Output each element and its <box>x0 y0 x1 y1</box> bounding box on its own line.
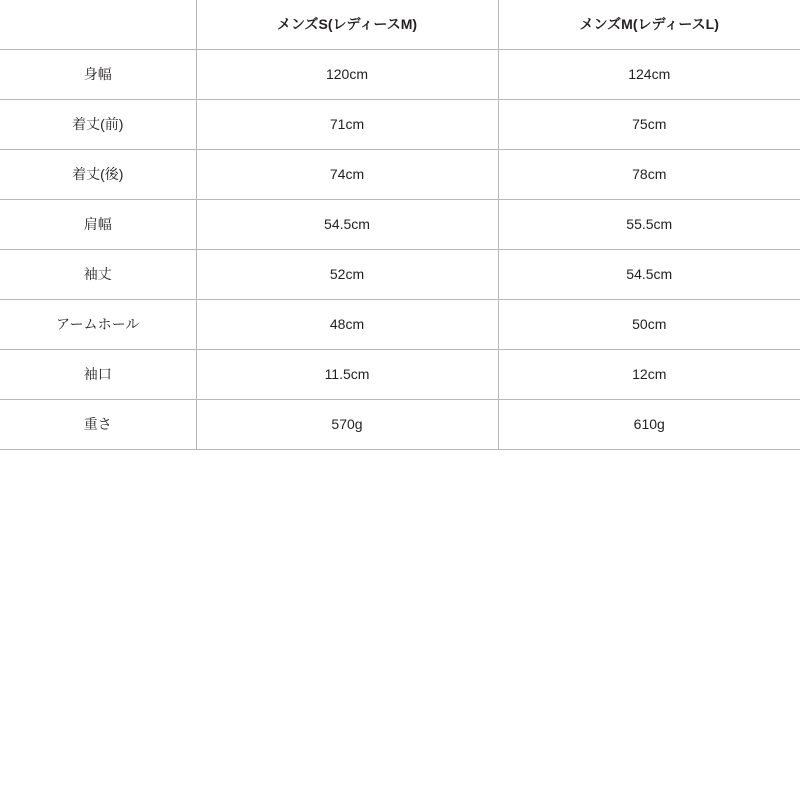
cell-weight-size-1: 570g <box>196 400 498 450</box>
cell-length-front-size-2: 75cm <box>498 100 800 150</box>
cell-length-back-size-2: 78cm <box>498 150 800 200</box>
row-label-body-width: 身幅 <box>0 50 196 100</box>
cell-armhole-size-1: 48cm <box>196 300 498 350</box>
table-row <box>0 400 800 450</box>
table-row <box>0 350 800 400</box>
row-label-length-back: 着丈(後) <box>0 150 196 200</box>
header-cell-size-1: メンズS(レディースM) <box>196 0 498 50</box>
cell-weight-size-2: 610g <box>498 400 800 450</box>
cell-sleeve-length-size-1: 52cm <box>196 250 498 300</box>
row-label-cuff: 袖口 <box>0 350 196 400</box>
table-row <box>0 250 800 300</box>
cell-body-width-size-2: 124cm <box>498 50 800 100</box>
table-row <box>0 100 800 150</box>
header-row <box>0 0 800 50</box>
cell-cuff-size-1: 11.5cm <box>196 350 498 400</box>
cell-sleeve-length-size-2: 54.5cm <box>498 250 800 300</box>
cell-shoulder-width-size-2: 55.5cm <box>498 200 800 250</box>
table-row <box>0 50 800 100</box>
table-row <box>0 300 800 350</box>
table-row <box>0 150 800 200</box>
cell-cuff-size-2: 12cm <box>498 350 800 400</box>
table-header <box>0 0 800 50</box>
cell-length-back-size-1: 74cm <box>196 150 498 200</box>
cell-length-front-size-1: 71cm <box>196 100 498 150</box>
table-row <box>0 200 800 250</box>
cell-armhole-size-2: 50cm <box>498 300 800 350</box>
row-label-armhole: アームホール <box>0 300 196 350</box>
row-label-shoulder-width: 肩幅 <box>0 200 196 250</box>
header-corner-cell <box>0 0 196 50</box>
row-label-length-front: 着丈(前) <box>0 100 196 150</box>
cell-body-width-size-1: 120cm <box>196 50 498 100</box>
cell-shoulder-width-size-1: 54.5cm <box>196 200 498 250</box>
row-label-sleeve-length: 袖丈 <box>0 250 196 300</box>
header-cell-size-2: メンズM(レディースL) <box>498 0 800 50</box>
table-body <box>0 50 800 450</box>
row-label-weight: 重さ <box>0 400 196 450</box>
